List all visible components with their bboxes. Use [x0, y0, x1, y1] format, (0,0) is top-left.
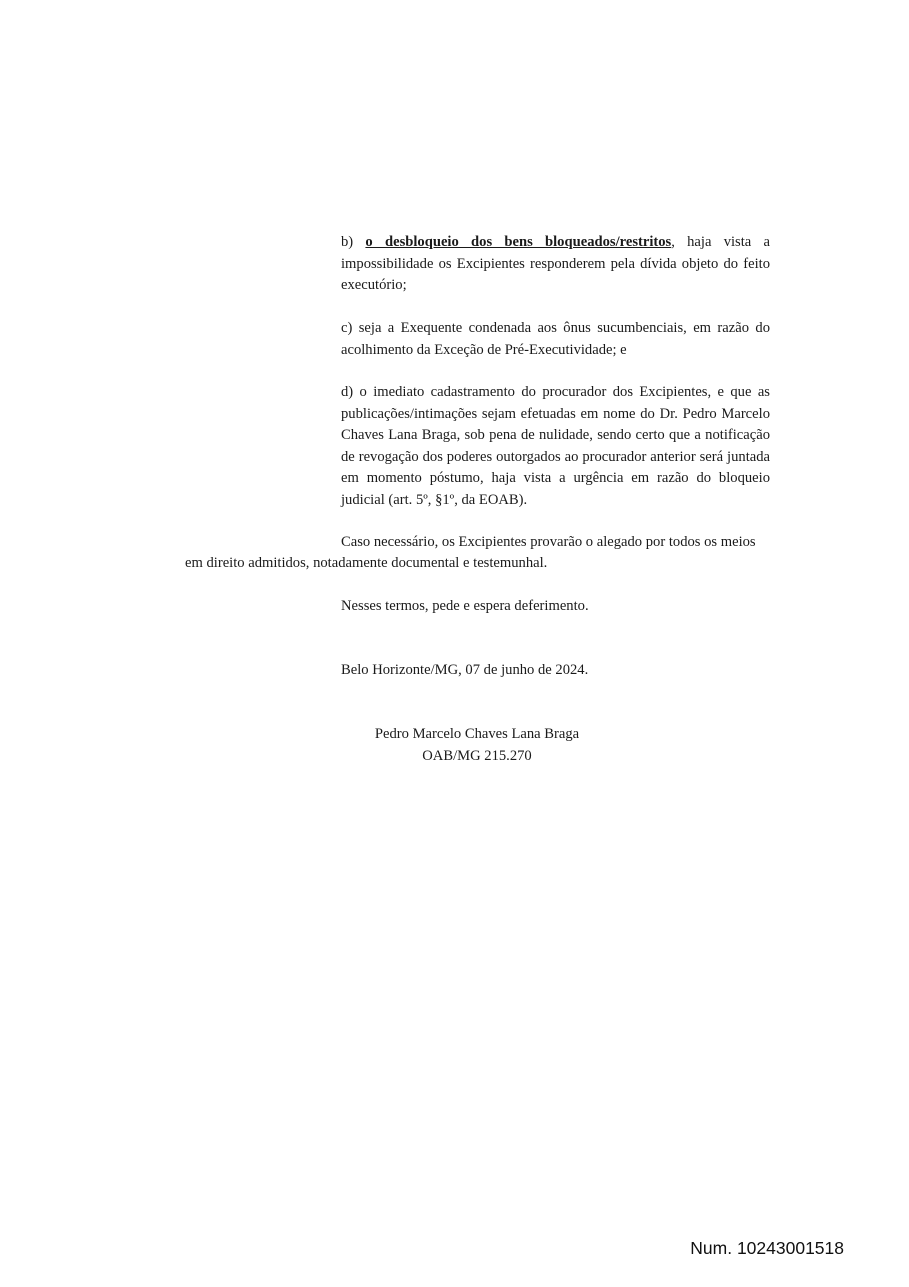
paragraph-item-c: c) seja a Exequente condenada aos ônus sucumbenciais, em razão do acolhimento da Exceção de Pré-Executividade; e	[341, 320, 770, 358]
signatory-name: Pedro Marcelo Chaves Lana Braga	[374, 726, 580, 742]
item-b-emphasis: o desbloqueio dos bens bloqueados/restritos	[365, 234, 672, 250]
signature-block	[341, 724, 613, 767]
paragraph-item-b	[341, 232, 770, 297]
place-and-date: Belo Horizonte/MG, 07 de junho de 2024.	[341, 662, 589, 678]
closing-statement: Nesses termos, pede e espera deferimento.	[341, 598, 589, 614]
item-b-rest: , haja vista a impossibilidade os Excipientes responderem pela dívida objeto do feito executório;	[341, 234, 770, 293]
paragraph-item-d: d) o imediato cadastramento do procurador dos Excipientes, e que as publicações/intimações sejam efetuadas em nome do Dr. Pedro Marcelo Chaves Lana Braga, sob pena de nulidade, sendo certo que a notificação de revogação dos poderes outorgados ao procurador anterior será juntada em momento póstumo, haja vista a urgência em razão do bloqueio judicial (art. 5º, §1º, da EOAB).	[341, 384, 770, 508]
paragraph-caso-line2: em direito admitidos, notadamente documental e testemunhal.	[185, 555, 548, 571]
item-b-prefix: b)	[341, 234, 366, 250]
document-number: Num. 10243001518	[690, 1238, 844, 1258]
paragraph-caso-line1: Caso necessário, os Excipientes provarão o alegado por todos os meios	[341, 534, 756, 550]
signatory-oab: OAB/MG 215.270	[422, 747, 532, 764]
